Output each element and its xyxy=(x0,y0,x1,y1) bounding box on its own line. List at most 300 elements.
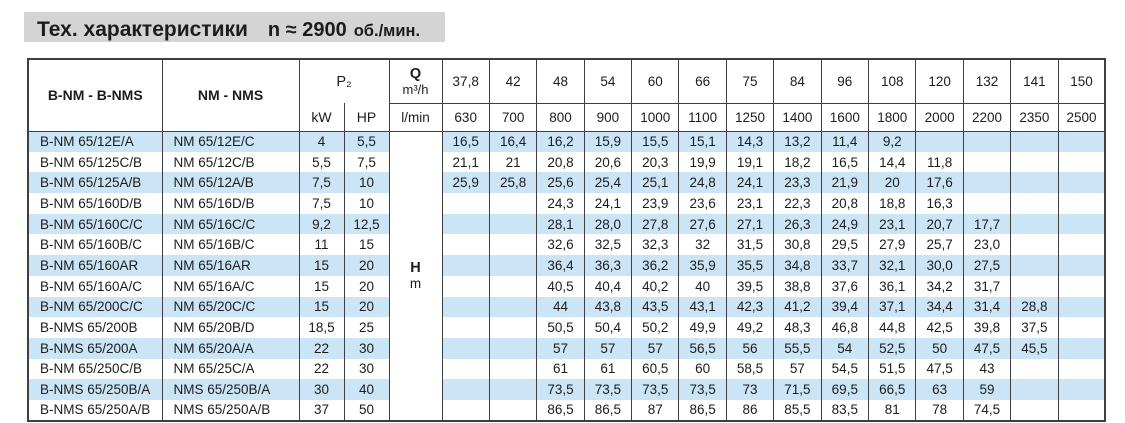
table-row xyxy=(28,400,1105,421)
head-value-cell: 74,5 xyxy=(963,400,1010,421)
kw-cell: 15 xyxy=(299,255,344,276)
head-value-cell: 16,5 xyxy=(442,131,489,152)
head-value-cell: 27,6 xyxy=(679,214,726,235)
head-value-cell: 51,5 xyxy=(869,359,916,380)
model-cell: NM 65/20B/D xyxy=(162,317,299,338)
head-value-cell: 24,9 xyxy=(821,214,868,235)
head-value-cell: 69,5 xyxy=(821,379,868,400)
head-value-cell: 56,5 xyxy=(679,338,726,359)
head-value-cell xyxy=(1011,193,1058,214)
header-lmin: l/min xyxy=(389,103,442,131)
page-title: Тех. характеристики xyxy=(37,18,248,41)
header-flow-m3h-cell: 48 xyxy=(537,59,584,103)
head-value-cell: 38,8 xyxy=(774,276,821,297)
head-value-cell: 73,5 xyxy=(679,379,726,400)
head-value-cell xyxy=(1058,172,1105,193)
hp-cell: 5,5 xyxy=(344,131,389,152)
model-cell: NM 65/12A/B xyxy=(162,172,299,193)
model-cell: NM 65/16A/C xyxy=(162,276,299,297)
head-value-cell xyxy=(1058,152,1105,173)
head-value-cell: 86,5 xyxy=(679,400,726,421)
head-value-cell: 60,5 xyxy=(632,359,679,380)
head-value-cell: 78 xyxy=(916,400,963,421)
table-row xyxy=(28,172,1105,193)
hp-cell: 12,5 xyxy=(344,214,389,235)
head-value-cell xyxy=(489,234,536,255)
header-flow-m3h-cell: 66 xyxy=(679,59,726,103)
head-value-cell: 66,5 xyxy=(869,379,916,400)
head-value-cell: 56 xyxy=(726,338,773,359)
head-value-cell xyxy=(1058,400,1105,421)
head-value-cell: 43,5 xyxy=(632,297,679,318)
head-value-cell: 20 xyxy=(869,172,916,193)
model-cell: NMS 65/250B/A xyxy=(162,379,299,400)
head-value-cell: 61 xyxy=(537,359,584,380)
head-value-cell xyxy=(963,193,1010,214)
head-value-cell: 31,7 xyxy=(963,276,1010,297)
head-value-cell: 42,5 xyxy=(916,317,963,338)
model-b-cell: B-NM 65/125C/B xyxy=(28,152,162,173)
head-value-cell xyxy=(1058,359,1105,380)
model-cell: NM 65/16B/C xyxy=(162,234,299,255)
header-flow-m3h-cell: 120 xyxy=(916,59,963,103)
q-unit-m3h: m³/h xyxy=(402,81,429,97)
head-value-cell: 19,9 xyxy=(679,152,726,173)
head-value-cell: 50 xyxy=(916,338,963,359)
head-value-cell: 23,9 xyxy=(632,193,679,214)
head-value-cell xyxy=(1011,255,1058,276)
model-b-cell: B-NMS 65/200B xyxy=(28,317,162,338)
header-flow-lmin-cell: 1250 xyxy=(726,103,773,131)
head-value-cell: 57 xyxy=(774,359,821,380)
head-value-cell xyxy=(489,297,536,318)
head-value-cell xyxy=(442,338,489,359)
head-value-cell xyxy=(916,131,963,152)
head-value-cell: 83,5 xyxy=(821,400,868,421)
header-flow-lmin-cell: 1000 xyxy=(632,103,679,131)
head-value-cell: 39,5 xyxy=(726,276,773,297)
head-value-cell xyxy=(1011,172,1058,193)
head-value-cell: 73,5 xyxy=(632,379,679,400)
head-value-cell: 36,4 xyxy=(537,255,584,276)
h-unit: m xyxy=(409,276,422,292)
header-flow-m3h-cell: 108 xyxy=(869,59,916,103)
head-value-cell: 15,5 xyxy=(632,131,679,152)
hp-cell: 30 xyxy=(344,338,389,359)
model-cell: NM 65/12C/B xyxy=(162,152,299,173)
head-value-cell xyxy=(1058,131,1105,152)
hp-cell: 10 xyxy=(344,172,389,193)
head-value-cell xyxy=(1058,214,1105,235)
head-value-cell: 40,5 xyxy=(537,276,584,297)
header-hp: HP xyxy=(344,103,389,131)
model-b-cell: B-NM 65/160A/C xyxy=(28,276,162,297)
head-value-cell: 18,2 xyxy=(774,152,821,173)
header-flow-m3h-cell: 60 xyxy=(632,59,679,103)
head-value-cell: 25,7 xyxy=(916,234,963,255)
head-value-cell: 28,8 xyxy=(1011,297,1058,318)
table-row xyxy=(28,338,1105,359)
table-body xyxy=(28,131,1105,421)
header-flow-lmin-cell: 2350 xyxy=(1011,103,1058,131)
model-b-cell: B-NM 65/160AR xyxy=(28,255,162,276)
hp-cell: 20 xyxy=(344,297,389,318)
table-row xyxy=(28,255,1105,276)
kw-cell: 7,5 xyxy=(299,172,344,193)
head-value-cell: 36,2 xyxy=(632,255,679,276)
head-value-cell: 15,1 xyxy=(679,131,726,152)
header-kw: kW xyxy=(299,103,344,131)
header-flow-lmin-cell: 700 xyxy=(489,103,536,131)
kw-cell: 37 xyxy=(299,400,344,421)
head-value-cell xyxy=(1058,317,1105,338)
head-value-cell xyxy=(963,172,1010,193)
spec-table xyxy=(27,58,1106,422)
header-flow-lmin-cell: 900 xyxy=(584,103,631,131)
head-value-cell: 36,3 xyxy=(584,255,631,276)
head-value-cell: 31,4 xyxy=(963,297,1010,318)
header-flow-lmin-cell: 1800 xyxy=(869,103,916,131)
header-flow-m3h-cell: 96 xyxy=(821,59,868,103)
hp-cell: 10 xyxy=(344,193,389,214)
model-b-cell: B-NM 65/250C/B xyxy=(28,359,162,380)
head-value-cell: 16,3 xyxy=(916,193,963,214)
head-value-cell xyxy=(442,400,489,421)
head-value-cell: 50,2 xyxy=(632,317,679,338)
head-value-cell: 32,1 xyxy=(869,255,916,276)
head-value-cell: 25,9 xyxy=(442,172,489,193)
head-value-cell: 11,8 xyxy=(916,152,963,173)
head-value-cell: 27,5 xyxy=(963,255,1010,276)
head-value-cell: 17,6 xyxy=(916,172,963,193)
head-value-cell: 23,1 xyxy=(869,214,916,235)
kw-cell: 22 xyxy=(299,338,344,359)
table-row xyxy=(28,359,1105,380)
head-value-cell: 14,3 xyxy=(726,131,773,152)
head-value-cell xyxy=(489,359,536,380)
head-value-cell: 73,5 xyxy=(537,379,584,400)
head-value-cell: 37,5 xyxy=(1011,317,1058,338)
model-cell: NM 65/12E/C xyxy=(162,131,299,152)
head-value-cell: 9,2 xyxy=(869,131,916,152)
model-cell: NM 65/20C/C xyxy=(162,297,299,318)
header-flow-lmin-cell: 1400 xyxy=(774,103,821,131)
header-p2: P₂ xyxy=(299,59,389,103)
table-row xyxy=(28,152,1105,173)
head-value-cell: 19,1 xyxy=(726,152,773,173)
header-flow-m3h-cell: 75 xyxy=(726,59,773,103)
head-value-cell: 86,5 xyxy=(584,400,631,421)
head-value-cell: 39,4 xyxy=(821,297,868,318)
head-value-cell xyxy=(489,193,536,214)
head-value-cell: 59 xyxy=(963,379,1010,400)
head-value-cell: 43 xyxy=(963,359,1010,380)
kw-cell: 4 xyxy=(299,131,344,152)
head-value-cell: 23,3 xyxy=(774,172,821,193)
head-value-cell xyxy=(442,214,489,235)
table-row xyxy=(28,234,1105,255)
head-value-cell xyxy=(1011,379,1058,400)
head-value-cell: 21 xyxy=(489,152,536,173)
head-value-cell: 40 xyxy=(679,276,726,297)
head-value-cell: 17,7 xyxy=(963,214,1010,235)
head-value-cell xyxy=(489,214,536,235)
head-value-cell: 16,5 xyxy=(821,152,868,173)
head-value-cell xyxy=(1011,131,1058,152)
head-value-cell xyxy=(1011,214,1058,235)
head-value-cell: 42,3 xyxy=(726,297,773,318)
model-b-cell: B-NM 65/160B/C xyxy=(28,234,162,255)
head-value-cell xyxy=(489,276,536,297)
head-value-cell: 24,8 xyxy=(679,172,726,193)
head-value-cell: 22,3 xyxy=(774,193,821,214)
head-value-cell xyxy=(442,276,489,297)
head-value-cell: 36,1 xyxy=(869,276,916,297)
table-row xyxy=(28,276,1105,297)
head-value-cell xyxy=(442,255,489,276)
table-row xyxy=(28,379,1105,400)
head-value-cell xyxy=(1058,255,1105,276)
head-value-cell: 16,4 xyxy=(489,131,536,152)
head-value-cell: 57 xyxy=(584,338,631,359)
table-header xyxy=(28,59,1105,131)
hp-cell: 20 xyxy=(344,276,389,297)
head-value-cell: 20,7 xyxy=(916,214,963,235)
head-value-cell: 50,4 xyxy=(584,317,631,338)
kw-cell: 5,5 xyxy=(299,152,344,173)
header-flow-lmin-cell: 1600 xyxy=(821,103,868,131)
head-value-cell xyxy=(489,317,536,338)
head-value-cell: 32,6 xyxy=(537,234,584,255)
head-unit-cell xyxy=(389,131,442,421)
q-label: Q xyxy=(409,65,422,82)
head-value-cell: 14,4 xyxy=(869,152,916,173)
head-value-cell: 18,8 xyxy=(869,193,916,214)
head-value-cell: 33,7 xyxy=(821,255,868,276)
head-value-cell: 71,5 xyxy=(774,379,821,400)
head-value-cell: 35,9 xyxy=(679,255,726,276)
header-flow-lmin-cell: 1100 xyxy=(679,103,726,131)
head-value-cell: 40,2 xyxy=(632,276,679,297)
head-value-cell: 20,3 xyxy=(632,152,679,173)
head-value-cell: 31,5 xyxy=(726,234,773,255)
head-value-cell: 35,5 xyxy=(726,255,773,276)
head-value-cell xyxy=(963,131,1010,152)
head-value-cell: 73,5 xyxy=(584,379,631,400)
head-value-cell xyxy=(489,400,536,421)
head-value-cell xyxy=(1011,152,1058,173)
head-value-cell: 27,9 xyxy=(869,234,916,255)
head-value-cell: 47,5 xyxy=(963,338,1010,359)
model-cell: NM 65/16AR xyxy=(162,255,299,276)
hp-cell: 30 xyxy=(344,359,389,380)
head-value-cell: 60 xyxy=(679,359,726,380)
table-row xyxy=(28,317,1105,338)
head-value-cell: 23,1 xyxy=(726,193,773,214)
model-b-cell: B-NM 65/12E/A xyxy=(28,131,162,152)
head-value-cell: 44,8 xyxy=(869,317,916,338)
head-value-cell: 32,3 xyxy=(632,234,679,255)
model-cell: NM 65/16D/B xyxy=(162,193,299,214)
head-value-cell xyxy=(1058,193,1105,214)
model-cell: NM 65/25C/A xyxy=(162,359,299,380)
header-flow-m3h-cell: 37,8 xyxy=(442,59,489,103)
kw-cell: 11 xyxy=(299,234,344,255)
head-value-cell: 20,8 xyxy=(537,152,584,173)
kw-cell: 7,5 xyxy=(299,193,344,214)
head-value-cell: 54 xyxy=(821,338,868,359)
model-cell: NMS 65/250A/B xyxy=(162,400,299,421)
head-value-cell: 24,1 xyxy=(726,172,773,193)
head-value-cell xyxy=(1058,379,1105,400)
head-value-cell: 39,8 xyxy=(963,317,1010,338)
head-value-cell: 61 xyxy=(584,359,631,380)
head-value-cell: 37,1 xyxy=(869,297,916,318)
head-value-cell: 45,5 xyxy=(1011,338,1058,359)
head-value-cell: 26,3 xyxy=(774,214,821,235)
head-value-cell: 20,8 xyxy=(821,193,868,214)
hp-cell: 7,5 xyxy=(344,152,389,173)
head-value-cell: 23,0 xyxy=(963,234,1010,255)
head-value-cell: 21,1 xyxy=(442,152,489,173)
head-value-cell: 57 xyxy=(537,338,584,359)
head-value-cell: 37,6 xyxy=(821,276,868,297)
head-value-cell xyxy=(1058,338,1105,359)
head-value-cell: 43,8 xyxy=(584,297,631,318)
head-value-cell xyxy=(442,317,489,338)
head-value-cell: 55,5 xyxy=(774,338,821,359)
head-value-cell xyxy=(442,234,489,255)
head-value-cell xyxy=(1058,297,1105,318)
head-value-cell: 30,0 xyxy=(916,255,963,276)
header-flow-lmin-cell: 2500 xyxy=(1058,103,1105,131)
header-flow-m3h-cell: 42 xyxy=(489,59,536,103)
head-value-cell xyxy=(442,359,489,380)
header-flow-m3h-cell: 141 xyxy=(1011,59,1058,103)
header-flow-lmin-cell: 2000 xyxy=(916,103,963,131)
model-b-cell: B-NMS 65/250A/B xyxy=(28,400,162,421)
head-value-cell xyxy=(489,379,536,400)
head-value-cell: 24,1 xyxy=(584,193,631,214)
header-flow-m3h-cell: 54 xyxy=(584,59,631,103)
head-value-cell xyxy=(489,255,536,276)
header-model-b: B-NM - B-NMS xyxy=(28,59,162,131)
head-value-cell: 87 xyxy=(632,400,679,421)
kw-cell: 9,2 xyxy=(299,214,344,235)
head-value-cell: 57 xyxy=(632,338,679,359)
model-b-cell: B-NMS 65/200A xyxy=(28,338,162,359)
header-flow-m3h-cell: 132 xyxy=(963,59,1010,103)
head-value-cell xyxy=(442,193,489,214)
head-value-cell: 49,2 xyxy=(726,317,773,338)
head-value-cell: 63 xyxy=(916,379,963,400)
model-b-cell: B-NM 65/160D/B xyxy=(28,193,162,214)
head-value-cell: 81 xyxy=(869,400,916,421)
head-value-cell: 40,4 xyxy=(584,276,631,297)
head-value-cell: 34,2 xyxy=(916,276,963,297)
header-flow-m3h-cell: 84 xyxy=(774,59,821,103)
hp-cell: 50 xyxy=(344,400,389,421)
head-value-cell xyxy=(489,338,536,359)
head-value-cell: 41,2 xyxy=(774,297,821,318)
table-row xyxy=(28,297,1105,318)
model-b-cell: B-NM 65/125A/B xyxy=(28,172,162,193)
head-value-cell: 21,9 xyxy=(821,172,868,193)
head-value-cell: 29,5 xyxy=(821,234,868,255)
model-cell: NM 65/16C/C xyxy=(162,214,299,235)
head-value-cell xyxy=(1011,276,1058,297)
head-value-cell: 46,8 xyxy=(821,317,868,338)
model-b-cell: B-NMS 65/250B/A xyxy=(28,379,162,400)
head-value-cell: 30,8 xyxy=(774,234,821,255)
head-value-cell: 20,6 xyxy=(584,152,631,173)
model-b-cell: B-NM 65/160C/C xyxy=(28,214,162,235)
head-value-cell xyxy=(963,152,1010,173)
head-value-cell: 85,5 xyxy=(774,400,821,421)
kw-cell: 15 xyxy=(299,297,344,318)
head-value-cell: 47,5 xyxy=(916,359,963,380)
header-model: NM - NMS xyxy=(162,59,299,131)
head-value-cell xyxy=(1011,359,1058,380)
head-value-cell: 86 xyxy=(726,400,773,421)
head-value-cell: 50,5 xyxy=(537,317,584,338)
head-value-cell: 43,1 xyxy=(679,297,726,318)
header-row-m3h xyxy=(28,59,1105,103)
model-b-cell: B-NM 65/200C/C xyxy=(28,297,162,318)
table-row xyxy=(28,131,1105,152)
head-value-cell: 27,8 xyxy=(632,214,679,235)
kw-cell: 15 xyxy=(299,276,344,297)
head-value-cell xyxy=(1011,234,1058,255)
head-value-cell: 73 xyxy=(726,379,773,400)
model-cell: NM 65/20A/A xyxy=(162,338,299,359)
head-value-cell xyxy=(1058,234,1105,255)
head-value-cell: 32,5 xyxy=(584,234,631,255)
head-value-cell: 27,1 xyxy=(726,214,773,235)
kw-cell: 30 xyxy=(299,379,344,400)
header-flow-m3h-cell: 150 xyxy=(1058,59,1105,103)
head-value-cell: 15,9 xyxy=(584,131,631,152)
head-value-cell: 44 xyxy=(537,297,584,318)
hp-cell: 15 xyxy=(344,234,389,255)
head-value-cell: 28,0 xyxy=(584,214,631,235)
kw-cell: 18,5 xyxy=(299,317,344,338)
header-flow-lmin-cell: 800 xyxy=(537,103,584,131)
header-flow-lmin-cell: 2200 xyxy=(963,103,1010,131)
head-value-cell: 25,1 xyxy=(632,172,679,193)
head-value-cell: 54,5 xyxy=(821,359,868,380)
head-value-cell: 52,5 xyxy=(869,338,916,359)
hp-cell: 40 xyxy=(344,379,389,400)
header-q xyxy=(389,59,442,103)
head-value-cell: 11,4 xyxy=(821,131,868,152)
head-value-cell: 34,8 xyxy=(774,255,821,276)
head-value-cell xyxy=(1011,400,1058,421)
head-value-cell: 23,6 xyxy=(679,193,726,214)
hp-cell: 25 xyxy=(344,317,389,338)
head-value-cell: 13,2 xyxy=(774,131,821,152)
table-row xyxy=(28,214,1105,235)
head-value-cell: 16,2 xyxy=(537,131,584,152)
head-value-cell: 25,6 xyxy=(537,172,584,193)
kw-cell: 22 xyxy=(299,359,344,380)
table-row xyxy=(28,193,1105,214)
head-value-cell: 34,4 xyxy=(916,297,963,318)
head-value-cell: 86,5 xyxy=(537,400,584,421)
head-value-cell: 28,1 xyxy=(537,214,584,235)
head-value-cell: 32 xyxy=(679,234,726,255)
head-value-cell: 49,9 xyxy=(679,317,726,338)
